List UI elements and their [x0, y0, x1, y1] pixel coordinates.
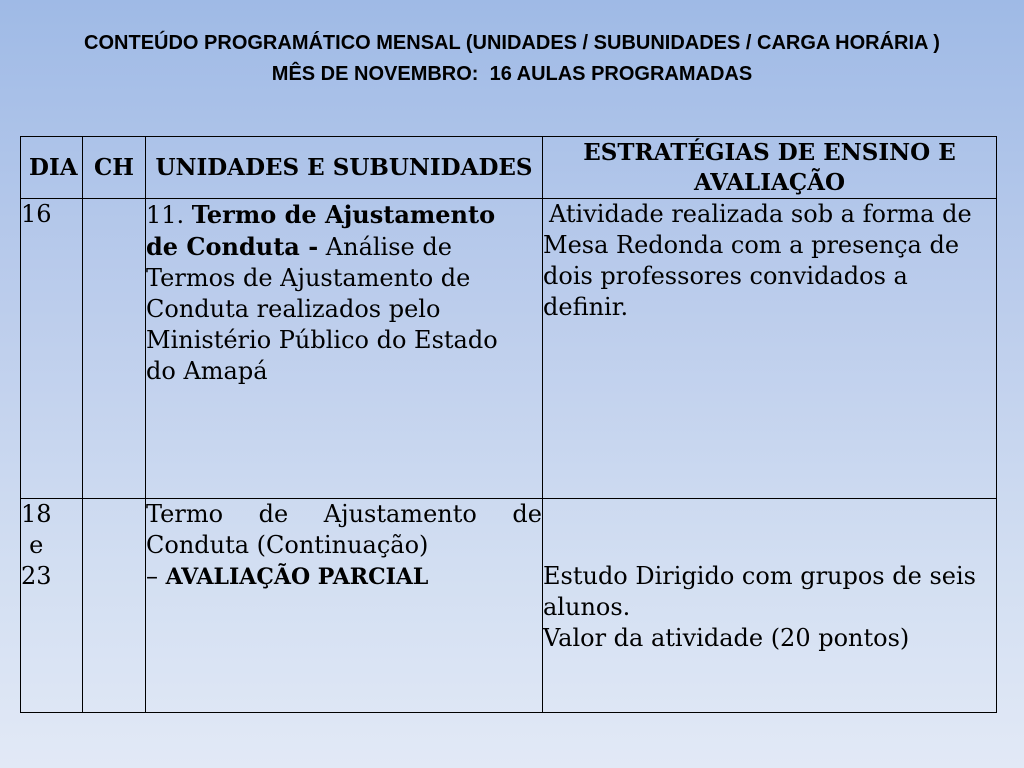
- unit-text: Termos de Ajustamento de: [146, 264, 471, 292]
- unit-title-bold: Termo de Ajustamento: [191, 200, 496, 229]
- dia-value: 16: [21, 200, 52, 228]
- dia-conjunction: e: [29, 531, 44, 559]
- unit-number: 11.: [146, 201, 192, 229]
- unit-text: Termo de Ajustamento de: [146, 500, 542, 528]
- cell-ch: [83, 199, 146, 499]
- dia-value: 23: [21, 562, 52, 590]
- header-estrategias: ESTRATÉGIAS DE ENSINO E AVALIAÇÃO: [543, 137, 997, 199]
- dia-value: 18: [21, 500, 52, 528]
- text-line: Valor da atividade (20 pontos): [543, 624, 910, 652]
- text-line: alunos.: [543, 593, 631, 621]
- cell-unidades: [146, 199, 543, 499]
- title-line-2: MÊS DE NOVEMBRO: 16 AULAS PROGRAMADAS: [271, 63, 753, 85]
- evaluation-label: AVALIAÇÃO PARCIAL: [165, 564, 429, 590]
- header-unidades: UNIDADES E SUBUNIDADES: [146, 137, 543, 199]
- unit-text: Análise de: [318, 233, 452, 261]
- text-line: dois professores convidados a: [543, 262, 908, 290]
- unit-text: do Amapá: [146, 357, 268, 385]
- header-dia: DIA: [21, 137, 83, 199]
- table-row: [21, 499, 997, 713]
- text-line: [146, 263, 542, 294]
- cell-ch: [83, 499, 146, 713]
- header-row: [21, 137, 997, 199]
- cell-estrategias: [543, 499, 997, 713]
- cell-estrategias: [543, 199, 997, 499]
- text-line: [146, 561, 542, 593]
- table-row: [21, 199, 997, 499]
- dia-values: [21, 499, 52, 592]
- text-line: Atividade realizada sob a forma de: [549, 200, 972, 228]
- text-line: [146, 231, 542, 263]
- cell-dia: [21, 199, 83, 499]
- text-line: [146, 356, 542, 387]
- unit-title-bold: de Conduta -: [146, 232, 319, 261]
- title-line-1: CONTEÚDO PROGRAMÁTICO MENSAL (UNIDADES / SUBUNIDADES / CARGA HORÁRIA ): [84, 32, 940, 54]
- dash: –: [146, 562, 166, 590]
- cell-dia: [21, 499, 83, 713]
- text-line: Mesa Redonda com a presença de: [543, 231, 960, 259]
- program-table: [20, 136, 997, 713]
- text-line: definir.: [543, 293, 629, 321]
- cell-unidades: [146, 499, 543, 713]
- text-line: [146, 294, 542, 325]
- unit-text: Conduta (Continuação): [146, 531, 429, 559]
- text-line: [146, 325, 542, 356]
- text-line: Estudo Dirigido com grupos de seis: [543, 562, 976, 590]
- slide-title: [0, 28, 1024, 90]
- text-line: [146, 530, 542, 561]
- text-line: [146, 199, 542, 231]
- unit-text: Conduta realizados pelo: [146, 295, 441, 323]
- unit-text: Ministério Público do Estado: [146, 326, 498, 354]
- text-line: [146, 499, 542, 530]
- header-ch: CH: [83, 137, 146, 199]
